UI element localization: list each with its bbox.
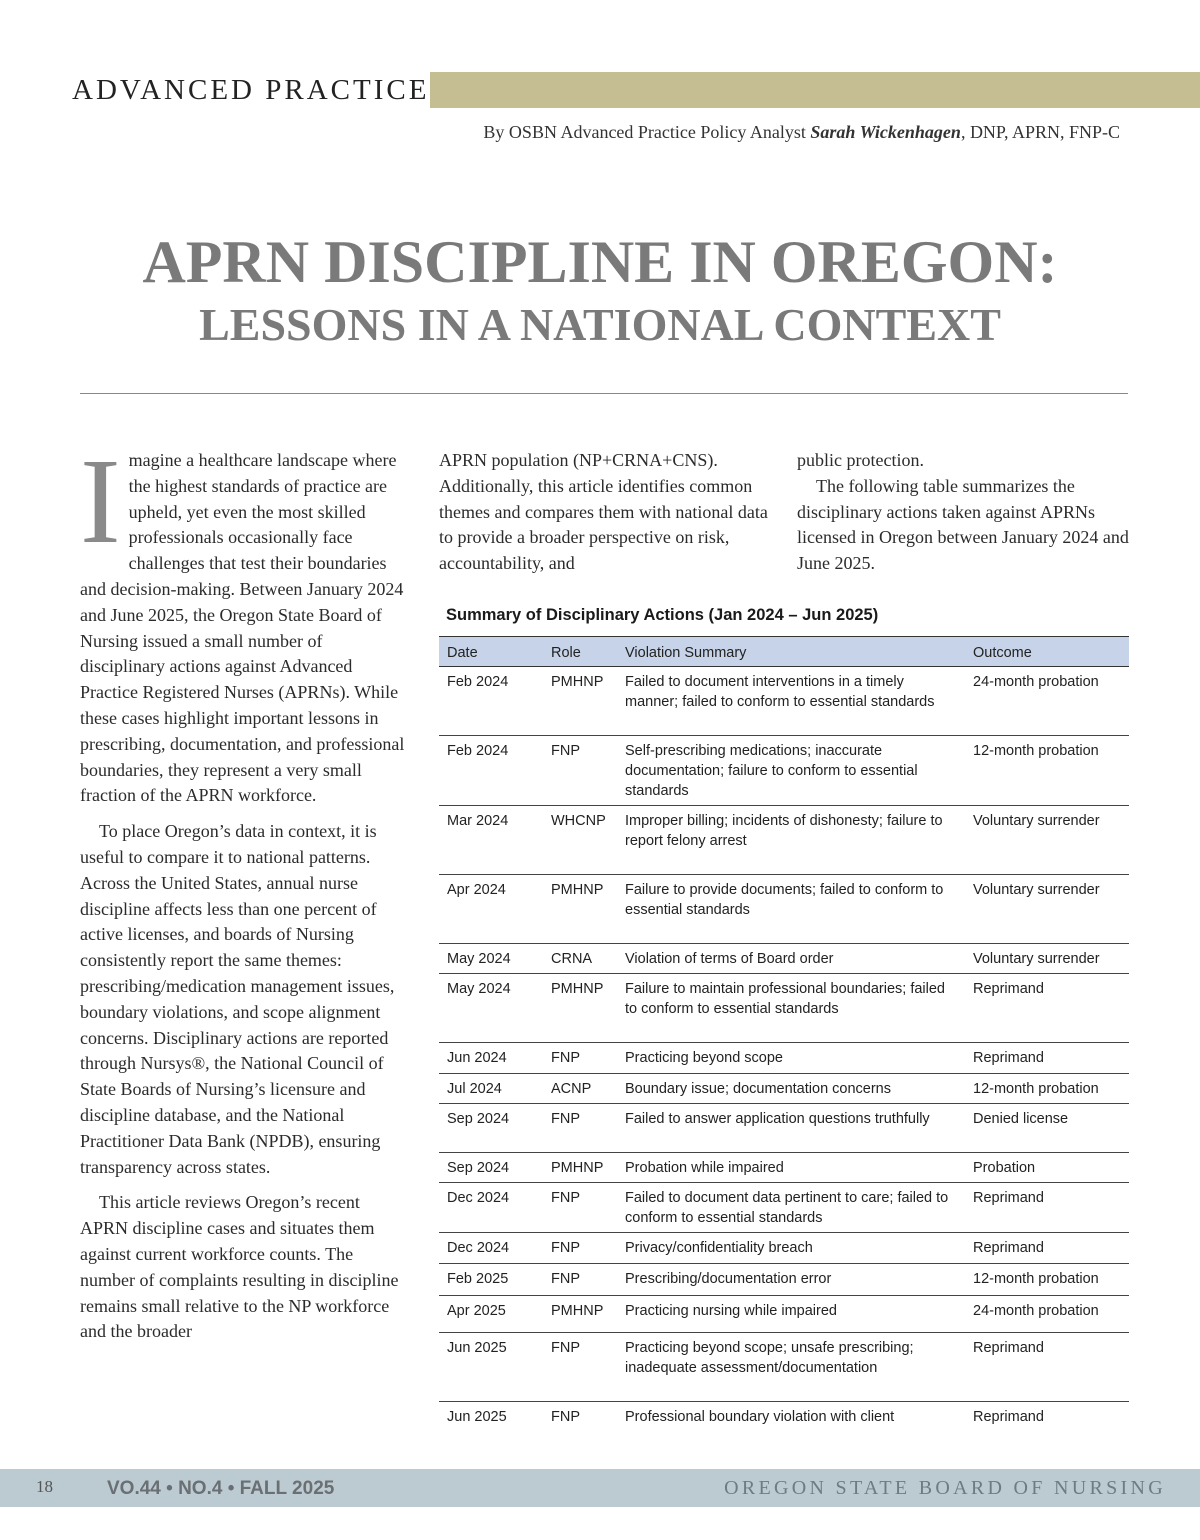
cell-role: FNP — [551, 1409, 580, 1425]
cell-date: Apr 2024 — [439, 875, 543, 944]
cell-outcome: Reprimand — [965, 1183, 1129, 1233]
drop-cap: I — [80, 434, 121, 569]
table-row — [439, 1233, 1129, 1264]
cell-role: PMHNP — [543, 875, 617, 944]
paragraph-continued: APRN population (NP+CRNA+CNS). Additionally, this article identifies common themes and compares them with national data to provide a broader perspective on risk, accountability, and — [439, 450, 768, 574]
cell-role: CRNA — [543, 944, 617, 974]
cell-violation: Prescribing/documentation error — [617, 1264, 965, 1296]
page-footer — [0, 1469, 1200, 1507]
cell-date: Feb 2025 — [439, 1264, 543, 1296]
article-column-1 — [80, 434, 410, 1345]
cell-role: FNP — [543, 1183, 617, 1233]
paragraph-intro-text: magine a healthcare landscape where the highest standards of practice are upheld, yet even the most skilled professionals occasionally face challenges that test their boundaries and decision-making. Between January 2024 and June 2025, the Oregon State Board of Nursing issued a small number of disciplinary actions against Advanced Practice Registered Nurses (APRNs). While these cases highlight important lessons in prescribing, documentation, and professional boundaries, they represent a very small fraction of the APRN workforce. — [80, 450, 405, 806]
column-header-date: Date — [439, 637, 543, 667]
cell-violation: Failure to provide documents; failed to conform to essential standards — [617, 875, 965, 944]
cell-outcome: 24-month probation — [965, 1296, 1129, 1333]
table-row — [439, 1074, 1129, 1104]
cell-role: PMHNP — [543, 974, 617, 1043]
cell-role: FNP — [543, 736, 617, 806]
cell-outcome: 12-month probation — [965, 1264, 1129, 1296]
cell-violation: Improper billing; incidents of dishonesty; failure to report felony arrest — [617, 806, 965, 875]
cell-role: PMHNP — [543, 667, 617, 736]
byline-credentials: , DNP, APRN, FNP-C — [960, 122, 1120, 142]
cell-date: Dec 2024 — [439, 1233, 543, 1264]
table-title: Summary of Disciplinary Actions (Jan 2024 – Jun 2025) — [446, 606, 879, 624]
cell-outcome: 12-month probation — [965, 1074, 1129, 1104]
cell-outcome: Voluntary surrender — [965, 875, 1129, 944]
cell-date: Jul 2024 — [439, 1074, 543, 1104]
paragraph-review: This article reviews Oregon’s recent APRN discipline cases and situates them against current workforce counts. The number of complaints resulting in discipline remains small relative to the NP workforce and the broader — [80, 1192, 399, 1342]
byline-prefix: By OSBN Advanced Practice Policy Analyst — [483, 122, 811, 142]
cell-violation: Practicing nursing while impaired — [617, 1296, 965, 1333]
cell-violation: Privacy/confidentiality breach — [617, 1233, 965, 1264]
cell-role: FNP — [543, 1233, 617, 1264]
byline — [483, 122, 1120, 143]
table-row — [439, 875, 1129, 944]
cell-outcome: 12-month probation — [965, 736, 1129, 806]
table-row — [439, 1153, 1129, 1183]
cell-date: Mar 2024 — [439, 806, 543, 875]
cell-role: ACNP — [543, 1074, 617, 1104]
paragraph-table-intro: The following table summarizes the disciplinary actions taken against APRNs licensed in Oregon between January 2024 and June 2025. — [797, 475, 1129, 574]
table-row — [439, 974, 1129, 1043]
table-row — [439, 1104, 1129, 1153]
cell-role: FNP — [543, 1333, 617, 1402]
cell-role: PMHNP — [543, 1153, 617, 1183]
table-row — [439, 1402, 1129, 1432]
cell-role: WHCNP — [543, 806, 617, 875]
cell-violation: Probation while impaired — [617, 1153, 965, 1183]
cell-violation: Failure to maintain professional boundaries; failed to conform to essential standards — [617, 974, 965, 1043]
article-title: APRN DISCIPLINE IN OREGON: — [142, 229, 1058, 295]
cell-violation: Violation of terms of Board order — [617, 944, 965, 974]
title-divider — [80, 393, 1128, 394]
table-row — [439, 667, 1129, 736]
issue-label: VO.44 • NO.4 • FALL 2025 — [107, 1478, 335, 1499]
cell-outcome: Reprimand — [965, 974, 1129, 1043]
cell-date: Jun 2025 — [439, 1333, 543, 1402]
cell-violation: Boundary issue; documentation concerns — [617, 1074, 965, 1104]
article-column-3 — [797, 448, 1132, 577]
table-row — [439, 1296, 1129, 1333]
cell-date: Feb 2024 — [439, 736, 543, 806]
cell-date: Feb 2024 — [439, 667, 543, 736]
cell-role: FNP — [543, 1043, 617, 1074]
table-row — [439, 736, 1129, 806]
cell-outcome: Voluntary surrender — [965, 944, 1129, 974]
cell-date: Jun 2025 — [447, 1409, 507, 1425]
table-row — [439, 1183, 1129, 1233]
cell-violation: Failed to answer application questions truthfully — [617, 1104, 965, 1153]
cell-outcome: Reprimand — [965, 1233, 1129, 1264]
paragraph-intro — [80, 434, 410, 809]
table-row — [439, 806, 1129, 875]
column-header-outcome: Outcome — [965, 637, 1129, 667]
cell-outcome: Voluntary surrender — [965, 806, 1129, 875]
paragraph-national-context: To place Oregon’s data in context, it is useful to compare it to national patterns. Across the United States, annual nurse discipline affects less than one percent of active licenses, and boards of Nursing consistently report the same themes: prescribing/medication management issues, boundary violations, and scope alignment concerns. Disciplinary actions are reported through Nursys®, the National Council of State Boards of Nursing’s licensure and discipline database, and the National Practitioner Data Bank (NPDB), ensuring transparency across states. — [80, 821, 395, 1177]
cell-role: FNP — [543, 1104, 617, 1153]
organization-name: OREGON STATE BOARD OF NURSING — [724, 1477, 1166, 1499]
column-header-role: Role — [543, 637, 617, 667]
header-accent-bar — [430, 72, 1200, 108]
cell-outcome: Probation — [965, 1153, 1129, 1183]
cell-role: PMHNP — [543, 1296, 617, 1333]
cell-outcome: Reprimand — [965, 1043, 1129, 1074]
cell-role: FNP — [543, 1264, 617, 1296]
cell-outcome: Reprimand — [965, 1333, 1129, 1402]
cell-violation: Failed to document interventions in a timely manner; failed to conform to essential standards — [617, 667, 965, 736]
cell-outcome: Reprimand — [973, 1409, 1044, 1425]
article-column-2 — [439, 448, 769, 577]
cell-violation: Practicing beyond scope — [617, 1043, 965, 1074]
cell-date: Jun 2024 — [439, 1043, 543, 1074]
byline-author: Sarah Wickenhagen — [810, 122, 961, 142]
cell-violation: Self-prescribing medications; inaccurate documentation; failure to conform to essential standards — [617, 736, 965, 806]
cell-date: Sep 2024 — [439, 1153, 543, 1183]
cell-date: Sep 2024 — [439, 1104, 543, 1153]
cell-outcome: 24-month probation — [965, 667, 1129, 736]
column-header-violation: Violation Summary — [617, 637, 965, 667]
cell-violation: Professional boundary violation with client — [625, 1409, 895, 1425]
cell-violation: Failed to document data pertinent to care; failed to conform to essential standards — [617, 1183, 965, 1233]
article-subtitle: LESSONS IN A NATIONAL CONTEXT — [199, 299, 1001, 350]
cell-outcome: Denied license — [965, 1104, 1129, 1153]
cell-date: Apr 2025 — [439, 1296, 543, 1333]
page-number: 18 — [36, 1477, 53, 1496]
table-row — [439, 1043, 1129, 1074]
cell-violation: Practicing beyond scope; unsafe prescribing; inadequate assessment/documentation — [617, 1333, 965, 1402]
section-label: ADVANCED PRACTICE — [72, 74, 430, 106]
paragraph-continued-end: public protection. — [797, 450, 924, 470]
table-row — [439, 1333, 1129, 1402]
disciplinary-actions-table — [439, 636, 1129, 1432]
table-row — [439, 944, 1129, 974]
table-row — [439, 1264, 1129, 1296]
cell-date: Dec 2024 — [439, 1183, 543, 1233]
table-header-row — [439, 637, 1129, 667]
cell-date: May 2024 — [439, 974, 543, 1043]
cell-date: May 2024 — [439, 944, 543, 974]
